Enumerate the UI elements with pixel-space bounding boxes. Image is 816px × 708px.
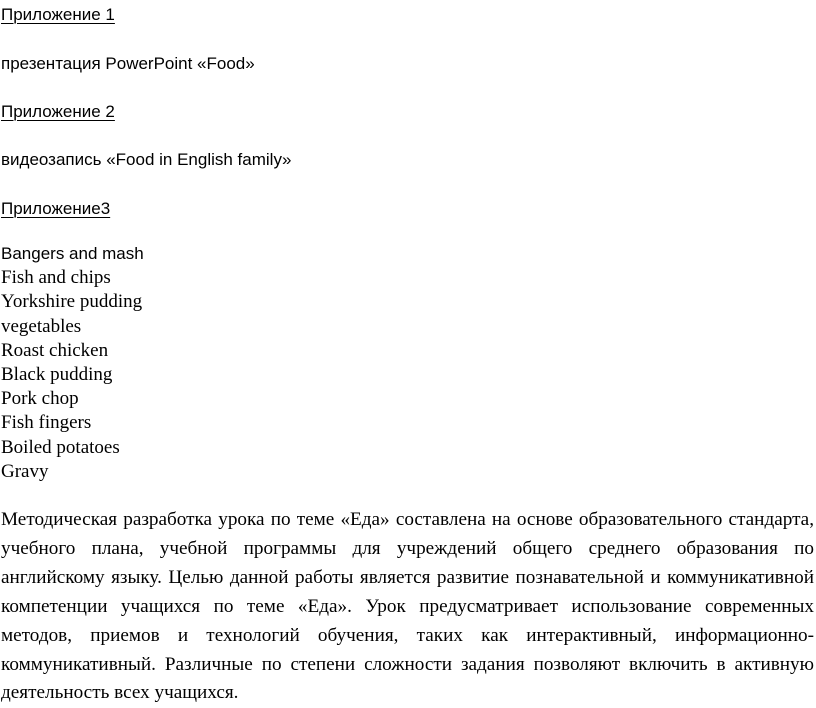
- list-item: Gravy: [1, 460, 49, 482]
- list-item: Fish fingers: [1, 412, 92, 434]
- appendix-2-text: видеозапись «Food in English family»: [1, 150, 292, 169]
- food-list: [1, 242, 144, 484]
- list-item: Bangers and mash: [1, 244, 144, 263]
- appendix-2-heading: Приложение 2: [1, 102, 115, 121]
- list-item: vegetables: [1, 315, 82, 337]
- appendix-3-heading: Приложение3: [1, 199, 111, 218]
- list-item: Boiled potatoes: [1, 436, 120, 458]
- summary-paragraph: Методическая разработка урока по теме «Еда» составлена на основе образовательного стандарта, учебного плана, учебной программы для учреждений общего среднего образования по английскому языку. Целью данной работы является развитие познавательной и коммуникативной компетенции учащихся по теме «Еда». Урок предусматривает использование современных методов, приемов и технологий обучения, таких как интерактивный, информационно-коммуникативный. Различные по степени сложности задания позволяют включить в активную деятельность всех учащихся.: [1, 509, 814, 704]
- list-item: Black pudding: [1, 364, 113, 386]
- list-item: Roast chicken: [1, 339, 109, 361]
- appendix-1-heading: Приложение 1: [1, 5, 115, 24]
- list-item: Fish and chips: [1, 267, 111, 289]
- list-item: Pork chop: [1, 388, 79, 410]
- list-item: Yorkshire pudding: [1, 291, 143, 313]
- appendix-1-text: презентация PowerPoint «Food»: [1, 54, 255, 73]
